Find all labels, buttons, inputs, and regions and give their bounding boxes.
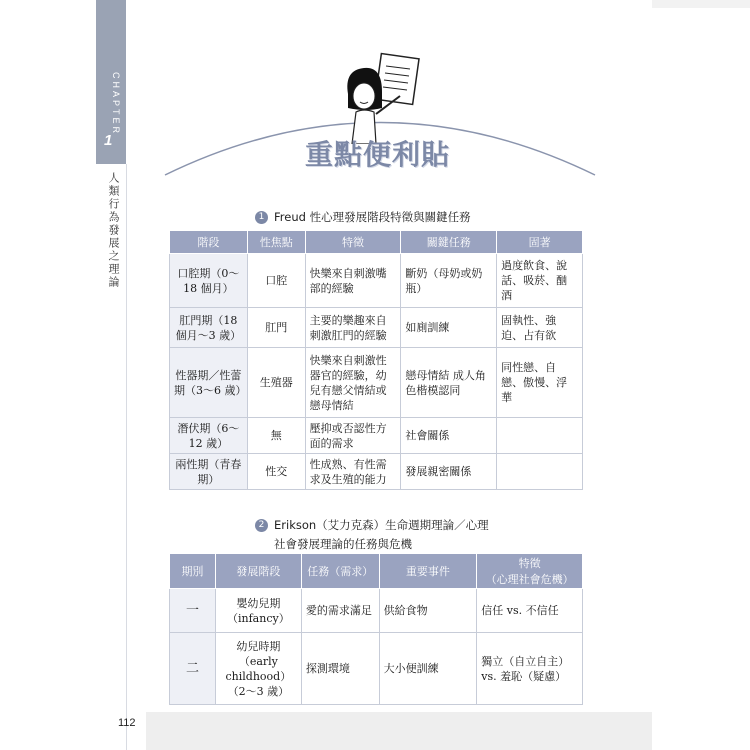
section2-heading-line1: Erikson（艾力克森）生命週期理論／心理 <box>274 518 489 532</box>
feature-cell: 主要的樂趣來自刺激肛門的經驗 <box>305 308 401 348</box>
feature-cell: 快樂來自刺激嘴部的經驗 <box>305 254 401 308</box>
feature-cell: 壓抑或否認性方面的需求 <box>305 418 401 454</box>
feature-cell: 性成熟、有性需求及生殖的能力 <box>305 454 401 490</box>
bottom-band <box>146 712 652 750</box>
task-cell: 發展親密關係 <box>401 454 497 490</box>
table-row <box>170 589 583 633</box>
stage-cell: 口腔期（0～18 個月） <box>170 254 248 308</box>
feature-cell: 獨立（自立自主）vs. 羞恥（疑慮） <box>477 633 583 705</box>
top-right-band <box>652 0 750 8</box>
period-cell: 二 <box>170 633 216 705</box>
focus-cell: 性交 <box>247 454 305 490</box>
column-header: 重要事件 <box>379 554 477 589</box>
erikson-table <box>169 553 583 705</box>
column-header: 固著 <box>497 231 583 254</box>
table-row <box>170 348 583 418</box>
table-header-row <box>170 554 583 589</box>
section2-number: 2 <box>255 519 268 532</box>
section2-heading-line2: 社會發展理論的任務與危機 <box>274 537 412 551</box>
feature-cell: 快樂來自刺激性器官的經驗，幼兒有戀父情結或戀母情結 <box>305 348 401 418</box>
stage-cell: 兩性期（青春期） <box>170 454 248 490</box>
stage-cell: 潛伏期（6～12 歲） <box>170 418 248 454</box>
fixation-cell <box>497 454 583 490</box>
stage-cell: 肛門期（18 個月～3 歲） <box>170 308 248 348</box>
chapter-number: 1 <box>104 132 113 149</box>
page-title: 重點便利貼 <box>305 138 451 171</box>
focus-cell: 肛門 <box>247 308 305 348</box>
side-divider <box>126 164 127 750</box>
stage-cell: 嬰幼兒期（infancy） <box>215 589 301 633</box>
fixation-cell <box>497 418 583 454</box>
stage-cell: 性器期／性蕾期（3～6 歲） <box>170 348 248 418</box>
column-header: 關鍵任務 <box>401 231 497 254</box>
column-header: 發展階段 <box>215 554 301 589</box>
column-header: 期別 <box>170 554 216 589</box>
focus-cell: 生殖器 <box>247 348 305 418</box>
table-row <box>170 308 583 348</box>
table-row <box>170 418 583 454</box>
section1-heading-text: Freud 性心理發展階段特徵與關鍵任務 <box>274 210 471 224</box>
task-cell: 愛的需求滿足 <box>301 589 379 633</box>
chapter-label: CHAPTER <box>111 72 121 137</box>
fixation-cell: 過度飲食、說話、吸菸、酗酒 <box>497 254 583 308</box>
freud-table <box>169 230 583 490</box>
section2-heading <box>255 516 489 554</box>
section1-heading <box>255 209 471 225</box>
period-cell: 一 <box>170 589 216 633</box>
chapter-title: 人類行為發展之理論 <box>107 172 120 289</box>
table-row <box>170 633 583 705</box>
page-number: 112 <box>118 717 136 729</box>
column-header: 特徵 <box>305 231 401 254</box>
task-cell: 如廁訓練 <box>401 308 497 348</box>
feature-cell: 信任 vs. 不信任 <box>477 589 583 633</box>
task-cell: 戀母情結 成人角色楷模認同 <box>401 348 497 418</box>
task-cell: 社會關係 <box>401 418 497 454</box>
focus-cell: 口腔 <box>247 254 305 308</box>
table-header-row <box>170 231 583 254</box>
event-cell: 大小便訓練 <box>379 633 477 705</box>
table-row <box>170 454 583 490</box>
stage-cell: 幼兒時期（early childhood）（2～3 歲） <box>215 633 301 705</box>
focus-cell: 無 <box>247 418 305 454</box>
event-cell: 供給食物 <box>379 589 477 633</box>
table-row <box>170 254 583 308</box>
fixation-cell: 固執性、強迫、占有欲 <box>497 308 583 348</box>
fixation-cell: 同性戀、自戀、傲慢、浮華 <box>497 348 583 418</box>
column-header: 任務（需求） <box>301 554 379 589</box>
column-header: 特徵 （心理社會危機） <box>477 554 583 589</box>
teacher-doodle-icon <box>338 52 420 144</box>
column-header: 性焦點 <box>247 231 305 254</box>
section1-number: 1 <box>255 211 268 224</box>
column-header: 階段 <box>170 231 248 254</box>
task-cell: 探測環境 <box>301 633 379 705</box>
task-cell: 斷奶（母奶或奶瓶） <box>401 254 497 308</box>
